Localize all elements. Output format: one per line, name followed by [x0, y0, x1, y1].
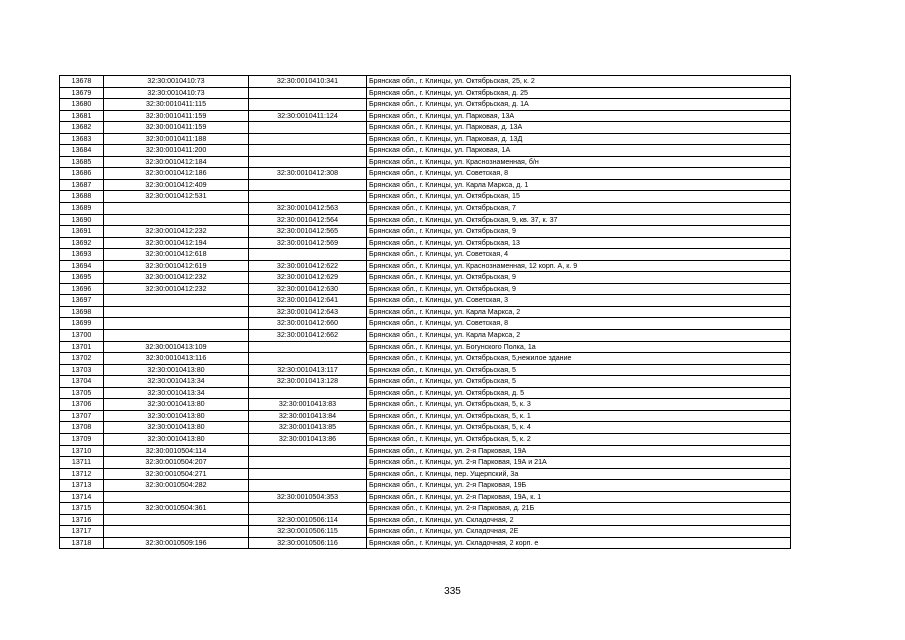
row-number-cell: 13692 [60, 237, 104, 249]
address-cell: Брянская обл., г. Клинцы, ул. Октябрьская, 5 [367, 364, 791, 376]
object-cadastral-number-cell: 32:30:0010412:660 [249, 318, 367, 330]
cadastral-number-cell: 32:30:0010504:282 [104, 480, 249, 492]
table-row [60, 272, 791, 284]
address-cell: Брянская обл., г. Клинцы, ул. Парковая, 1А [367, 145, 791, 157]
table-row [60, 203, 791, 215]
address-cell: Брянская обл., г. Клинцы, ул. Парковая, д. 13А [367, 122, 791, 134]
address-cell: Брянская обл., г. Клинцы, ул. Октябрьская, 25, к. 2 [367, 76, 791, 88]
row-number-cell: 13711 [60, 457, 104, 469]
object-cadastral-number-cell: 32:30:0010506:114 [249, 514, 367, 526]
object-cadastral-number-cell [249, 387, 367, 399]
cadastral-number-cell: 32:30:0010509:196 [104, 537, 249, 549]
address-cell: Брянская обл., г. Клинцы, ул. Октябрьская, д. 5 [367, 387, 791, 399]
row-number-cell: 13679 [60, 87, 104, 99]
address-cell: Брянская обл., г. Клинцы, ул. Октябрьская, 5, к. 3 [367, 399, 791, 411]
table-row [60, 468, 791, 480]
cadastral-number-cell [104, 318, 249, 330]
table-row [60, 399, 791, 411]
address-cell: Брянская обл., г. Клинцы, ул. Богунского Полка, 1а [367, 341, 791, 353]
object-cadastral-number-cell [249, 179, 367, 191]
object-cadastral-number-cell: 32:30:0010410:341 [249, 76, 367, 88]
row-number-cell: 13702 [60, 353, 104, 365]
object-cadastral-number-cell [249, 133, 367, 145]
address-cell: Брянская обл., г. Клинцы, пер. Ущерпский, 3а [367, 468, 791, 480]
row-number-cell: 13678 [60, 76, 104, 88]
object-cadastral-number-cell [249, 122, 367, 134]
row-number-cell: 13705 [60, 387, 104, 399]
row-number-cell: 13710 [60, 445, 104, 457]
page-number: 335 [444, 586, 461, 597]
cadastral-number-cell: 32:30:0010413:109 [104, 341, 249, 353]
address-cell: Брянская обл., г. Клинцы, ул. Октябрьская, д. 25 [367, 87, 791, 99]
cadastral-number-cell: 32:30:0010411:159 [104, 110, 249, 122]
cadastral-number-cell: 32:30:0010413:80 [104, 399, 249, 411]
address-cell: Брянская обл., г. Клинцы, ул. 2-я Парковая, д. 21Б [367, 503, 791, 515]
address-cell: Брянская обл., г. Клинцы, ул. Октябрьская, 9, кв. 37, к. 37 [367, 214, 791, 226]
row-number-cell: 13696 [60, 283, 104, 295]
object-cadastral-number-cell [249, 145, 367, 157]
row-number-cell: 13704 [60, 376, 104, 388]
address-cell: Брянская обл., г. Клинцы, ул. Октябрьская, 5 [367, 376, 791, 388]
object-cadastral-number-cell: 32:30:0010413:83 [249, 399, 367, 411]
table-row [60, 491, 791, 503]
address-cell: Брянская обл., г. Клинцы, ул. Октябрьская, 13 [367, 237, 791, 249]
row-number-cell: 13694 [60, 260, 104, 272]
row-number-cell: 13688 [60, 191, 104, 203]
table-row [60, 318, 791, 330]
object-cadastral-number-cell: 32:30:0010412:662 [249, 330, 367, 342]
cadastral-number-cell: 32:30:0010504:114 [104, 445, 249, 457]
cadastral-number-cell: 32:30:0010412:531 [104, 191, 249, 203]
cadastral-number-cell: 32:30:0010412:618 [104, 249, 249, 261]
address-cell: Брянская обл., г. Клинцы, ул. Складочная, 2 корп. е [367, 537, 791, 549]
address-cell: Брянская обл., г. Клинцы, ул. Октябрьская, 5, к. 1 [367, 410, 791, 422]
address-cell: Брянская обл., г. Клинцы, ул. Октябрьская, д. 1А [367, 99, 791, 111]
address-cell: Брянская обл., г. Клинцы, ул. Парковая, 13А [367, 110, 791, 122]
address-cell: Брянская обл., г. Клинцы, ул. Краснознаменная, б/н [367, 156, 791, 168]
table-row [60, 480, 791, 492]
table-row [60, 503, 791, 515]
object-cadastral-number-cell [249, 249, 367, 261]
table-row [60, 410, 791, 422]
object-cadastral-number-cell [249, 445, 367, 457]
address-cell: Брянская обл., г. Клинцы, ул. Октябрьская, 9 [367, 226, 791, 238]
address-cell: Брянская обл., г. Клинцы, ул. Карла Маркса, 2 [367, 330, 791, 342]
cadastral-number-cell: 32:30:0010504:361 [104, 503, 249, 515]
cadastral-number-cell: 32:30:0010411:200 [104, 145, 249, 157]
address-cell: Брянская обл., г. Клинцы, ул. Советская, 8 [367, 168, 791, 180]
object-cadastral-number-cell: 32:30:0010413:86 [249, 433, 367, 445]
table-row [60, 295, 791, 307]
row-number-cell: 13717 [60, 526, 104, 538]
cadastral-number-cell: 32:30:0010413:116 [104, 353, 249, 365]
object-cadastral-number-cell [249, 503, 367, 515]
table-row [60, 156, 791, 168]
cadastral-number-cell: 32:30:0010412:186 [104, 168, 249, 180]
row-number-cell: 13695 [60, 272, 104, 284]
cadastral-number-cell: 32:30:0010411:159 [104, 122, 249, 134]
cadastral-number-cell: 32:30:0010504:207 [104, 457, 249, 469]
object-cadastral-number-cell: 32:30:0010413:117 [249, 364, 367, 376]
cadastral-number-cell [104, 330, 249, 342]
cadastral-number-cell: 32:30:0010413:34 [104, 387, 249, 399]
row-number-cell: 13708 [60, 422, 104, 434]
object-cadastral-number-cell [249, 457, 367, 469]
address-cell: Брянская обл., г. Клинцы, ул. Складочная, 2 [367, 514, 791, 526]
row-number-cell: 13712 [60, 468, 104, 480]
object-cadastral-number-cell: 32:30:0010412:643 [249, 306, 367, 318]
address-cell: Брянская обл., г. Клинцы, ул. Карла Маркса, д. 1 [367, 179, 791, 191]
table-row [60, 537, 791, 549]
address-cell: Брянская обл., г. Клинцы, ул. Октябрьская, 5, к. 2 [367, 433, 791, 445]
cadastral-number-cell: 32:30:0010504:271 [104, 468, 249, 480]
object-cadastral-number-cell: 32:30:0010504:353 [249, 491, 367, 503]
table-row [60, 457, 791, 469]
row-number-cell: 13716 [60, 514, 104, 526]
row-number-cell: 13693 [60, 249, 104, 261]
row-number-cell: 13709 [60, 433, 104, 445]
address-cell: Брянская обл., г. Клинцы, ул. 2-я Парковая, 19А [367, 445, 791, 457]
property-registry-table [59, 75, 791, 549]
address-cell: Брянская обл., г. Клинцы, ул. Советская, 4 [367, 249, 791, 261]
object-cadastral-number-cell [249, 87, 367, 99]
object-cadastral-number-cell: 32:30:0010412:565 [249, 226, 367, 238]
row-number-cell: 13686 [60, 168, 104, 180]
object-cadastral-number-cell: 32:30:0010412:308 [249, 168, 367, 180]
address-cell: Брянская обл., г. Клинцы, ул. Складочная, 2Е [367, 526, 791, 538]
table-row [60, 191, 791, 203]
object-cadastral-number-cell [249, 468, 367, 480]
address-cell: Брянская обл., г. Клинцы, ул. Октябрьская, 5,нежилое здание [367, 353, 791, 365]
address-cell: Брянская обл., г. Клинцы, ул. Октябрьская, 9 [367, 272, 791, 284]
object-cadastral-number-cell: 32:30:0010412:641 [249, 295, 367, 307]
cadastral-number-cell [104, 514, 249, 526]
row-number-cell: 13682 [60, 122, 104, 134]
address-cell: Брянская обл., г. Клинцы, ул. Краснознаменная, 12 корп. А, к. 9 [367, 260, 791, 272]
table-row [60, 237, 791, 249]
table-row [60, 99, 791, 111]
row-number-cell: 13701 [60, 341, 104, 353]
address-cell: Брянская обл., г. Клинцы, ул. Октябрьская, 5, к. 4 [367, 422, 791, 434]
row-number-cell: 13683 [60, 133, 104, 145]
row-number-cell: 13685 [60, 156, 104, 168]
address-cell: Брянская обл., г. Клинцы, ул. 2-я Парковая, 19Б [367, 480, 791, 492]
object-cadastral-number-cell [249, 353, 367, 365]
row-number-cell: 13680 [60, 99, 104, 111]
object-cadastral-number-cell [249, 99, 367, 111]
cadastral-number-cell: 32:30:0010412:409 [104, 179, 249, 191]
table-row [60, 306, 791, 318]
cadastral-number-cell [104, 491, 249, 503]
table-row [60, 341, 791, 353]
address-cell: Брянская обл., г. Клинцы, ул. Советская, 3 [367, 295, 791, 307]
address-cell: Брянская обл., г. Клинцы, ул. Парковая, д. 13Д [367, 133, 791, 145]
object-cadastral-number-cell: 32:30:0010412:569 [249, 237, 367, 249]
registry-table-body [60, 76, 791, 549]
table-row [60, 433, 791, 445]
cadastral-number-cell: 32:30:0010411:115 [104, 99, 249, 111]
table-row [60, 353, 791, 365]
cadastral-number-cell [104, 214, 249, 226]
row-number-cell: 13698 [60, 306, 104, 318]
object-cadastral-number-cell: 32:30:0010412:563 [249, 203, 367, 215]
cadastral-number-cell: 32:30:0010413:80 [104, 410, 249, 422]
object-cadastral-number-cell: 32:30:0010412:630 [249, 283, 367, 295]
table-row [60, 364, 791, 376]
row-number-cell: 13714 [60, 491, 104, 503]
object-cadastral-number-cell: 32:30:0010506:116 [249, 537, 367, 549]
object-cadastral-number-cell: 32:30:0010412:629 [249, 272, 367, 284]
object-cadastral-number-cell [249, 191, 367, 203]
address-cell: Брянская обл., г. Клинцы, ул. Октябрьская, 15 [367, 191, 791, 203]
cadastral-number-cell [104, 203, 249, 215]
cadastral-number-cell [104, 306, 249, 318]
table-row [60, 122, 791, 134]
table-row [60, 283, 791, 295]
table-row [60, 214, 791, 226]
table-row [60, 514, 791, 526]
cadastral-number-cell [104, 526, 249, 538]
table-row [60, 145, 791, 157]
row-number-cell: 13703 [60, 364, 104, 376]
row-number-cell: 13681 [60, 110, 104, 122]
cadastral-number-cell: 32:30:0010413:80 [104, 364, 249, 376]
object-cadastral-number-cell: 32:30:0010413:85 [249, 422, 367, 434]
object-cadastral-number-cell: 32:30:0010412:564 [249, 214, 367, 226]
cadastral-number-cell: 32:30:0010412:232 [104, 226, 249, 238]
row-number-cell: 13700 [60, 330, 104, 342]
row-number-cell: 13697 [60, 295, 104, 307]
row-number-cell: 13690 [60, 214, 104, 226]
cadastral-number-cell: 32:30:0010412:184 [104, 156, 249, 168]
address-cell: Брянская обл., г. Клинцы, ул. Карла Маркса, 2 [367, 306, 791, 318]
row-number-cell: 13713 [60, 480, 104, 492]
cadastral-number-cell: 32:30:0010413:34 [104, 376, 249, 388]
table-row [60, 526, 791, 538]
cadastral-number-cell: 32:30:0010412:232 [104, 283, 249, 295]
cadastral-number-cell: 32:30:0010411:188 [104, 133, 249, 145]
row-number-cell: 13707 [60, 410, 104, 422]
cadastral-number-cell: 32:30:0010410:73 [104, 87, 249, 99]
table-row [60, 445, 791, 457]
table-row [60, 330, 791, 342]
address-cell: Брянская обл., г. Клинцы, ул. Октябрьская, 7 [367, 203, 791, 215]
row-number-cell: 13699 [60, 318, 104, 330]
cadastral-number-cell [104, 295, 249, 307]
cadastral-number-cell: 32:30:0010412:232 [104, 272, 249, 284]
table-row [60, 168, 791, 180]
object-cadastral-number-cell: 32:30:0010506:115 [249, 526, 367, 538]
address-cell: Брянская обл., г. Клинцы, ул. Октябрьская, 9 [367, 283, 791, 295]
row-number-cell: 13715 [60, 503, 104, 515]
object-cadastral-number-cell [249, 480, 367, 492]
object-cadastral-number-cell: 32:30:0010413:84 [249, 410, 367, 422]
row-number-cell: 13706 [60, 399, 104, 411]
cadastral-number-cell: 32:30:0010413:80 [104, 433, 249, 445]
cadastral-number-cell: 32:30:0010412:619 [104, 260, 249, 272]
table-row [60, 422, 791, 434]
cadastral-number-cell: 32:30:0010410:73 [104, 76, 249, 88]
object-cadastral-number-cell: 32:30:0010411:124 [249, 110, 367, 122]
address-cell: Брянская обл., г. Клинцы, ул. Советская, 8 [367, 318, 791, 330]
table-row [60, 387, 791, 399]
table-row [60, 76, 791, 88]
table-row [60, 110, 791, 122]
table-row [60, 260, 791, 272]
row-number-cell: 13687 [60, 179, 104, 191]
object-cadastral-number-cell: 32:30:0010412:622 [249, 260, 367, 272]
object-cadastral-number-cell [249, 156, 367, 168]
table-row [60, 133, 791, 145]
row-number-cell: 13689 [60, 203, 104, 215]
address-cell: Брянская обл., г. Клинцы, ул. 2-я Парковая, 19А и 21А [367, 457, 791, 469]
cadastral-number-cell: 32:30:0010412:194 [104, 237, 249, 249]
table-row [60, 179, 791, 191]
table-row [60, 226, 791, 238]
object-cadastral-number-cell [249, 341, 367, 353]
table-row [60, 249, 791, 261]
row-number-cell: 13684 [60, 145, 104, 157]
table-row [60, 87, 791, 99]
address-cell: Брянская обл., г. Клинцы, ул. 2-я Парковая, 19А, к. 1 [367, 491, 791, 503]
cadastral-number-cell: 32:30:0010413:80 [104, 422, 249, 434]
table-row [60, 376, 791, 388]
object-cadastral-number-cell: 32:30:0010413:128 [249, 376, 367, 388]
row-number-cell: 13718 [60, 537, 104, 549]
row-number-cell: 13691 [60, 226, 104, 238]
